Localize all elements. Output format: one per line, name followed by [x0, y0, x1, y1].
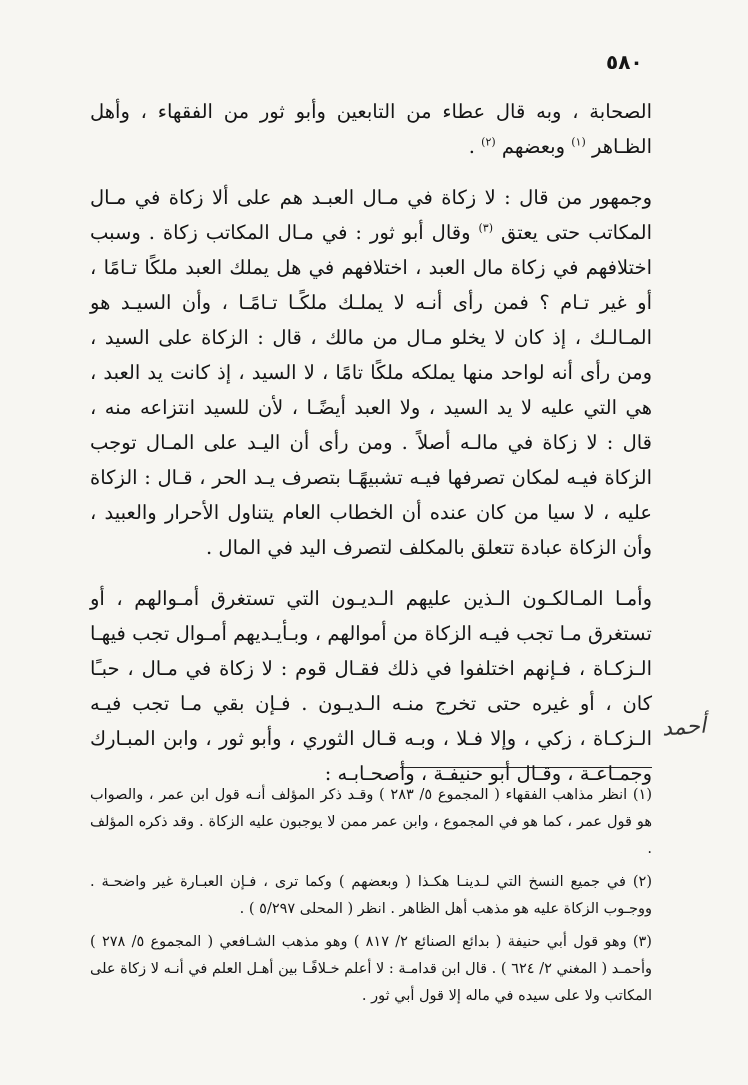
footnote-ref-3: (٣) — [478, 221, 494, 235]
footnotes — [90, 782, 652, 1016]
paragraph-1-text-c: . — [468, 135, 482, 158]
footnote-3: (٣) وهو قول أبي حنيفة ( بدائع الصنائع ٢/ ٨١٧ ) وهو مذهب الشـافعي ( المجموع ٥/ ٢٧٨ ) وأحمـد ( المغني ٢/ ٦٢٤ ) . قال ابن قدامـة : لا أعلم خـلافًـا بين أهـل العلم في أنـه لا زكاة على المكاتب ولا على سيده في ماله إلا قول أبي ثور . — [90, 934, 653, 1004]
paragraph-3 — [90, 581, 652, 791]
paragraph-3-text: وأمـا المـالكـون الـذين عليهم الـديـون التي تستغرق أمـوالهم ، أو تستغرق مـا تجب فيـه الزكاة من أموالهم ، وبـأيـديهم أمـوال تجب فيهـا الـزكـاة ، فـإنهم اختلفوا في ذلك فقـال قوم : لا زكاة في مـال ، حبـًا كان ، أو غيره حتى تخرج منـه الـديـون . فـإن بقي مـا تجب فيـه الـزكـاة ، زكي ، وإلا فـلا ، وبـه قـال الثوري ، وأبو ثور ، وابن المبـارك وجمـاعـة ، وقـال أبو حنيفـة ، وأصحـابـه : — [90, 587, 652, 785]
paragraph-2-text-a: وجمهور من قال : لا زكاة في مـال العبـد هم على ألا زكاة في مـال المكاتب حتى يعتق — [90, 186, 653, 244]
footnote-1: (١) انظر مذاهب الفقهاء ( المجموع ٥/ ٢٨٣ ) وقـد ذكر المؤلف أنـه قول ابن عمر ، والصواب هو قول عمر ، كما هو في المجموع ، وابن عمر ممن لا يوجبون عليه الزكاة . وقد ذكره المؤلف . — [90, 787, 653, 857]
handwritten-margin-note: أحمد — [661, 713, 707, 742]
footnote-divider — [400, 767, 652, 768]
footnote-ref-1: (١) — [571, 135, 586, 149]
paragraph-1-text-b: وبعضهم — [501, 135, 572, 158]
footnote-2: (٢) في جميع النسخ التي لـدينـا هكـذا ( وبعضهم ) وكما ترى ، فـإن العبـارة غير واضحـة . ووجـوب الزكاة عليه هو مذهب أهل الظاهر . انظر ( المحلى ٥/٢٩٧ ) . — [90, 874, 652, 917]
paragraph-1 — [90, 94, 652, 164]
page-number: ٥٨٠ — [606, 50, 643, 74]
paragraph-2 — [90, 180, 652, 565]
body-text — [90, 94, 652, 791]
paragraph-2-text-b: وقال أبو ثور : في مـال المكاتب زكاة . وسبب اختلافهم في زكاة مال العبد ، اختلافهم في هل يملك العبد ملكًا تـامًا ، أو غير تـام ؟ فمن رأى أنـه لا يملـك ملكًـا تـامًـا ، وأن السيـد هو المـالـك ، إذ كان لا يخلو مـال من مالك ، قال : الزكاة على السيد ، ومن رأى أنه لواحد منها يملكه ملكًا تامًا ، لا السيد ، إذ كانت يد العبد ، هي التي عليه لا يد السيد ، ولا العبد أيضًـا ، لأن للسيد انتزاعه منه ، قال : لا زكاة في مالـه أصلاً . ومن رأى أن اليـد على المـال توجب الزكاة فيـه لمكان تصرفها فيـه تشبيهًـا بتصرف يـد الحر ، قـال : الزكاة عليه ، لا سيا من كان عنده أن الخطاب العام يتناول الأحرار والعبيد ، وأن الزكاة عبادة تتعلق بالمكلف لتصرف اليد في المال . — [90, 221, 652, 559]
footnote-ref-2: (٢) — [481, 135, 496, 149]
paragraph-1-text-a: الصحابة ، وبه قال عطاء من التابعين وأبو ثور من الفقهاء ، وأهل الظـاهر — [90, 100, 652, 158]
